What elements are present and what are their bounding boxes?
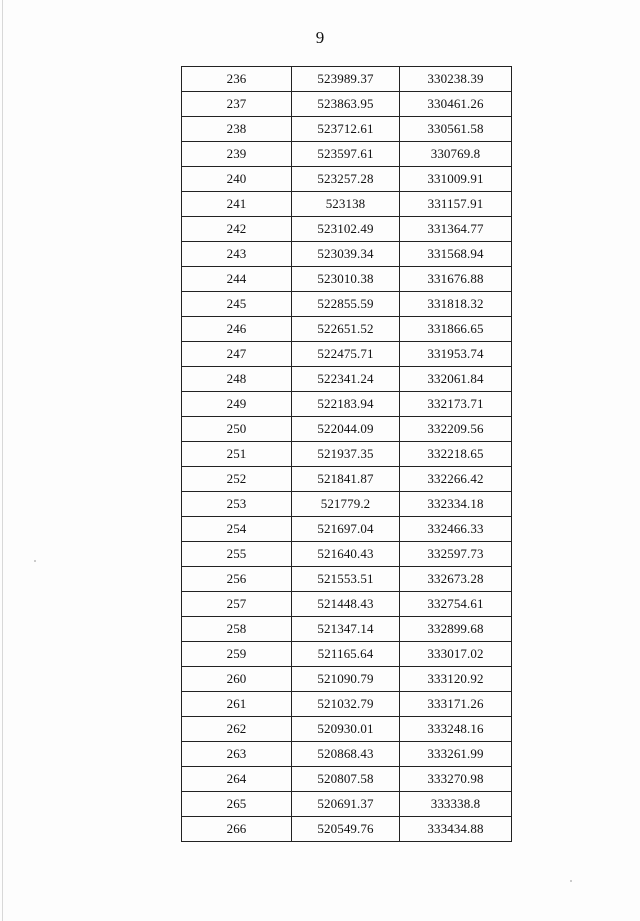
coordinates-table-body <box>182 67 512 842</box>
y-coordinate-cell: 332754.61 <box>400 592 512 617</box>
table-row <box>182 542 512 567</box>
table-row <box>182 467 512 492</box>
table-row <box>182 642 512 667</box>
y-coordinate-cell: 333338.8 <box>400 792 512 817</box>
y-coordinate-cell: 332218.65 <box>400 442 512 467</box>
x-coordinate-cell: 520807.58 <box>292 767 400 792</box>
y-coordinate-cell: 332334.18 <box>400 492 512 517</box>
point-number-cell: 255 <box>182 542 292 567</box>
y-coordinate-cell: 330561.58 <box>400 117 512 142</box>
y-coordinate-cell: 332899.68 <box>400 617 512 642</box>
point-number-cell: 260 <box>182 667 292 692</box>
page-number: 9 <box>315 28 325 47</box>
table-row <box>182 292 512 317</box>
table-row <box>182 242 512 267</box>
table-row <box>182 317 512 342</box>
table-row <box>182 167 512 192</box>
y-coordinate-cell: 333120.92 <box>400 667 512 692</box>
table-row <box>182 142 512 167</box>
x-coordinate-cell: 520691.37 <box>292 792 400 817</box>
table-row <box>182 567 512 592</box>
point-number-cell: 252 <box>182 467 292 492</box>
point-number-cell: 259 <box>182 642 292 667</box>
x-coordinate-cell: 520868.43 <box>292 742 400 767</box>
x-coordinate-cell: 523863.95 <box>292 92 400 117</box>
x-coordinate-cell: 523039.34 <box>292 242 400 267</box>
table-row <box>182 267 512 292</box>
table-row <box>182 517 512 542</box>
table-row <box>182 692 512 717</box>
x-coordinate-cell: 523712.61 <box>292 117 400 142</box>
x-coordinate-cell: 522044.09 <box>292 417 400 442</box>
point-number-cell: 265 <box>182 792 292 817</box>
point-number-cell: 245 <box>182 292 292 317</box>
y-coordinate-cell: 333434.88 <box>400 817 512 842</box>
table-row <box>182 92 512 117</box>
coordinates-table <box>181 66 512 842</box>
point-number-cell: 238 <box>182 117 292 142</box>
x-coordinate-cell: 521032.79 <box>292 692 400 717</box>
point-number-cell: 247 <box>182 342 292 367</box>
y-coordinate-cell: 331568.94 <box>400 242 512 267</box>
y-coordinate-cell: 333248.16 <box>400 717 512 742</box>
table-row <box>182 617 512 642</box>
y-coordinate-cell: 331157.91 <box>400 192 512 217</box>
x-coordinate-cell: 521553.51 <box>292 567 400 592</box>
x-coordinate-cell: 522855.59 <box>292 292 400 317</box>
y-coordinate-cell: 332597.73 <box>400 542 512 567</box>
point-number-cell: 254 <box>182 517 292 542</box>
x-coordinate-cell: 523989.37 <box>292 67 400 92</box>
y-coordinate-cell: 331676.88 <box>400 267 512 292</box>
table-row <box>182 767 512 792</box>
scan-speck <box>34 560 36 562</box>
y-coordinate-cell: 332061.84 <box>400 367 512 392</box>
point-number-cell: 239 <box>182 142 292 167</box>
y-coordinate-cell: 331009.91 <box>400 167 512 192</box>
y-coordinate-cell: 331866.65 <box>400 317 512 342</box>
y-coordinate-cell: 333261.99 <box>400 742 512 767</box>
table-row <box>182 392 512 417</box>
table-row <box>182 192 512 217</box>
point-number-cell: 261 <box>182 692 292 717</box>
table-row <box>182 417 512 442</box>
scan-speck <box>570 880 572 882</box>
y-coordinate-cell: 332466.33 <box>400 517 512 542</box>
x-coordinate-cell: 523010.38 <box>292 267 400 292</box>
x-coordinate-cell: 521779.2 <box>292 492 400 517</box>
point-number-cell: 258 <box>182 617 292 642</box>
x-coordinate-cell: 522475.71 <box>292 342 400 367</box>
x-coordinate-cell: 522651.52 <box>292 317 400 342</box>
x-coordinate-cell: 523102.49 <box>292 217 400 242</box>
y-coordinate-cell: 332173.71 <box>400 392 512 417</box>
point-number-cell: 248 <box>182 367 292 392</box>
x-coordinate-cell: 521640.43 <box>292 542 400 567</box>
table-row <box>182 492 512 517</box>
point-number-cell: 250 <box>182 417 292 442</box>
y-coordinate-cell: 331818.32 <box>400 292 512 317</box>
table-row <box>182 117 512 142</box>
x-coordinate-cell: 521448.43 <box>292 592 400 617</box>
point-number-cell: 253 <box>182 492 292 517</box>
x-coordinate-cell: 521347.14 <box>292 617 400 642</box>
table-row <box>182 792 512 817</box>
y-coordinate-cell: 333171.26 <box>400 692 512 717</box>
point-number-cell: 237 <box>182 92 292 117</box>
x-coordinate-cell: 523257.28 <box>292 167 400 192</box>
x-coordinate-cell: 521841.87 <box>292 467 400 492</box>
x-coordinate-cell: 520549.76 <box>292 817 400 842</box>
x-coordinate-cell: 523138 <box>292 192 400 217</box>
y-coordinate-cell: 330769.8 <box>400 142 512 167</box>
x-coordinate-cell: 521937.35 <box>292 442 400 467</box>
y-coordinate-cell: 332266.42 <box>400 467 512 492</box>
x-coordinate-cell: 521697.04 <box>292 517 400 542</box>
point-number-cell: 263 <box>182 742 292 767</box>
table-row <box>182 442 512 467</box>
point-number-cell: 240 <box>182 167 292 192</box>
y-coordinate-cell: 331364.77 <box>400 217 512 242</box>
table-row <box>182 342 512 367</box>
y-coordinate-cell: 333270.98 <box>400 767 512 792</box>
x-coordinate-cell: 522183.94 <box>292 392 400 417</box>
y-coordinate-cell: 333017.02 <box>400 642 512 667</box>
x-coordinate-cell: 521090.79 <box>292 667 400 692</box>
page-edge-line <box>2 0 3 921</box>
point-number-cell: 242 <box>182 217 292 242</box>
table-row <box>182 667 512 692</box>
table-row <box>182 367 512 392</box>
table-row <box>182 817 512 842</box>
point-number-cell: 241 <box>182 192 292 217</box>
point-number-cell: 257 <box>182 592 292 617</box>
table-row <box>182 217 512 242</box>
point-number-cell: 262 <box>182 717 292 742</box>
y-coordinate-cell: 330461.26 <box>400 92 512 117</box>
point-number-cell: 244 <box>182 267 292 292</box>
point-number-cell: 246 <box>182 317 292 342</box>
x-coordinate-cell: 521165.64 <box>292 642 400 667</box>
point-number-cell: 256 <box>182 567 292 592</box>
y-coordinate-cell: 332209.56 <box>400 417 512 442</box>
point-number-cell: 236 <box>182 67 292 92</box>
x-coordinate-cell: 520930.01 <box>292 717 400 742</box>
y-coordinate-cell: 331953.74 <box>400 342 512 367</box>
table-row <box>182 592 512 617</box>
table-row <box>182 742 512 767</box>
point-number-cell: 249 <box>182 392 292 417</box>
table-row <box>182 717 512 742</box>
point-number-cell: 251 <box>182 442 292 467</box>
point-number-cell: 243 <box>182 242 292 267</box>
x-coordinate-cell: 522341.24 <box>292 367 400 392</box>
point-number-cell: 264 <box>182 767 292 792</box>
table-row <box>182 67 512 92</box>
y-coordinate-cell: 330238.39 <box>400 67 512 92</box>
x-coordinate-cell: 523597.61 <box>292 142 400 167</box>
point-number-cell: 266 <box>182 817 292 842</box>
y-coordinate-cell: 332673.28 <box>400 567 512 592</box>
